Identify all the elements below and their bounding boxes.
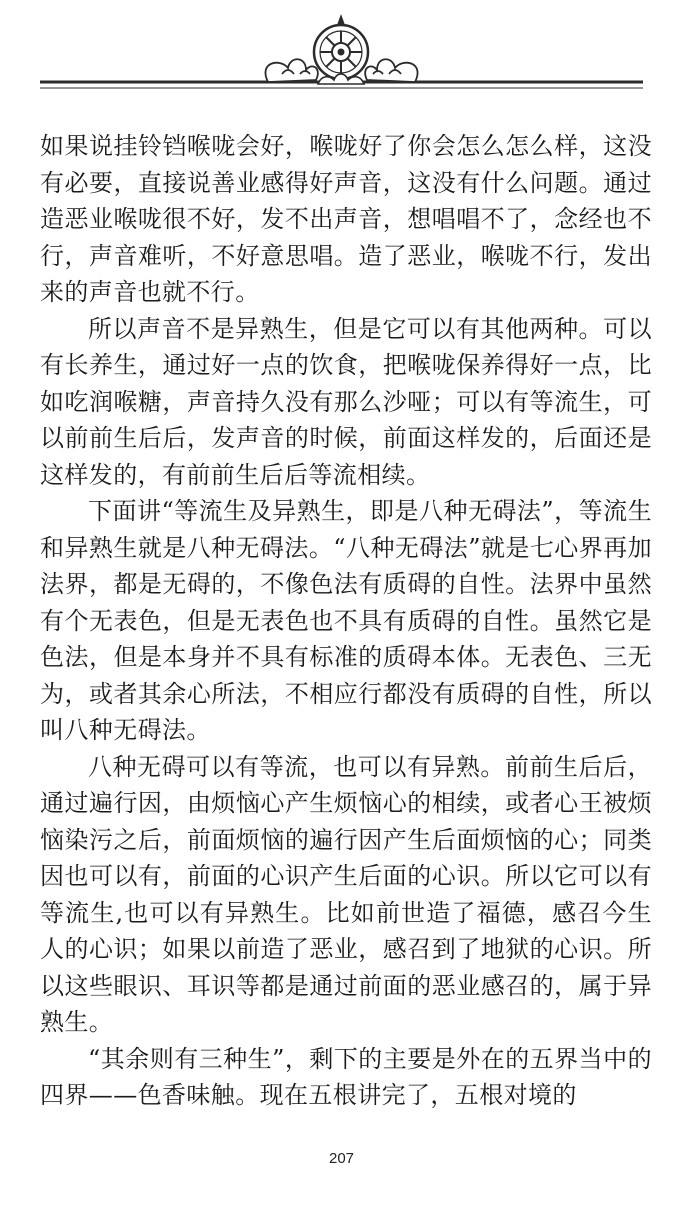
paragraph: “其余则有三种生”，剩下的主要是外在的五界当中的四界——色香味触。现在五根讲完了，五根对境的 <box>40 1044 652 1109</box>
paragraph: 如果说挂铃铛喉咙会好，喉咙好了你会怎么怎么样，这没有必要，直接说善业感得好声音，这没有什么问题。通过造恶业喉咙很不好，发不出声音，想唱唱不了，念经也不行，声音难听，不好意思唱。造了恶业，喉咙不行，发出来的声音也就不行。 <box>40 132 652 306</box>
page-number: 207 <box>328 1150 355 1167</box>
dharma-wheel-icon <box>314 14 368 84</box>
right-cloud-icon <box>365 59 417 82</box>
left-cloud-icon <box>265 59 317 82</box>
paragraph: 下面讲“等流生及异熟生，即是八种无碍法”，等流生和异熟生就是八种无碍法。“八种无碍法”就是七心界再加法界，都是无碍的，不像色法有质碍的自性。法界中虽然有个无表色，但是无表色也不具有质碍的自性。虽然它是色法，但是本身并不具有标准的质碍本体。无表色、三无为，或者其余心所法，不相应行都没有质碍的自性，所以叫八种无碍法。 <box>40 497 652 744</box>
body-text <box>40 128 652 1114</box>
dharma-wheel-header-ornament <box>0 0 683 110</box>
paragraph: 所以声音不是异熟生，但是它可以有其他两种。可以有长养生，通过好一点的饮食，把喉咙保养得好一点，比如吃润喉糖，声音持久没有那么沙哑；可以有等流生，可以前前生后后，发声音的时候，前面这样发的，后面还是这样发的，有前前生后后等流相续。 <box>40 314 652 489</box>
paragraph: 八种无碍可以有等流，也可以有异熟。前前生后后，通过遍行因，由烦恼心产生烦恼心的相续，或者心王被烦恼染污之后，前面烦恼的遍行因产生后面烦恼的心；同类因也可以有，前面的心识产生后面的心识。所以它可以有等流生,也可以有异熟生。比如前世造了福德，感召今生人的心识；如果以前造了恶业，感召到了地狱的心识。所以这些眼识、耳识等都是通过前面的恶业感召的，属于异熟生。 <box>40 752 652 1036</box>
